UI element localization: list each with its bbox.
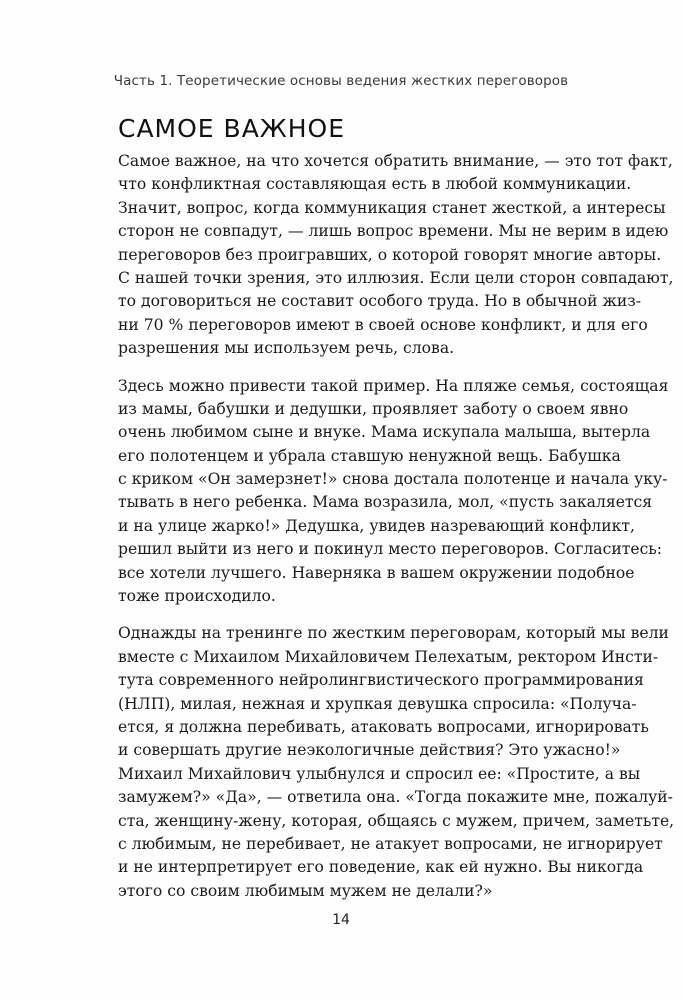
text-line: ется, я должна перебивать, атаковать вопросами, игнорировать <box>118 717 649 736</box>
text-line: Здесь можно привести такой пример. На пляже семья, состоящая <box>118 376 669 395</box>
text-line: решил выйти из него и покинул место переговоров. Согласитесь: <box>118 540 663 559</box>
text-line: сторон не совпадут, — лишь вопрос времени. Мы не верим в идею <box>118 222 669 241</box>
text-line: с криком «Он замерзнет!» снова достала полотенце и начала уку- <box>118 470 668 489</box>
body-text <box>118 150 675 917</box>
text-line: и не интерпретирует его поведение, как ей нужно. Вы никогда <box>118 858 644 877</box>
paragraph <box>118 622 675 903</box>
running-head: Часть 1. Теоретические основы ведения жестких переговоров <box>113 73 569 89</box>
text-line: его полотенцем и убрала ставшую ненужной вещь. Бабушка <box>118 446 621 465</box>
text-line: с любимым, не перебивает, не атакует вопросами, не игнорирует <box>118 834 663 853</box>
text-line: Значит, вопрос, когда коммуникация станет жесткой, а интересы <box>118 198 666 217</box>
text-line: переговоров без проигравших, о которой говорят многие авторы. <box>118 245 662 264</box>
text-line: (НЛП), милая, нежная и хрупкая девушка спросила: «Получа- <box>118 694 637 713</box>
text-line: Самое важное, на что хочется обратить внимание, — это тот факт, <box>118 152 673 170</box>
text-line: замужем?» «Да», — ответила она. «Тогда покажите мне, пожалуй- <box>118 788 673 807</box>
text-line: из мамы, бабушки и дедушки, проявляет заботу о своем явно <box>118 399 629 418</box>
page-number: 14 <box>332 912 350 928</box>
text-line: очень любимом сыне и внуке. Мама искупала малыша, вытерла <box>118 423 651 442</box>
text-line: Михаил Михайлович улыбнулся и спросил ее: «Простите, а вы <box>118 764 641 783</box>
text-line: то договориться не составит особого труда. Но в обычной жиз- <box>118 292 642 311</box>
section-title: САМОЕ ВАЖНОЕ <box>118 114 346 143</box>
text-line: ни 70 % переговоров имеют в своей основе конфликт, и для его <box>118 315 648 334</box>
text-line: все хотели лучшего. Наверняка в вашем окружении подобное <box>118 563 635 582</box>
text-line: этого со своим любимым мужем не делали?» <box>118 881 493 900</box>
text-line: С нашей точки зрения, это иллюзия. Если цели сторон совпадают, <box>118 268 674 287</box>
text-line: что конфликтная составляющая есть в любой коммуникации. <box>118 175 632 194</box>
text-line: тута современного нейролингвистического программирования <box>118 671 644 690</box>
text-line: Однажды на тренинге по жестким переговорам, который мы вели <box>118 624 669 643</box>
text-line: разрешения мы используем речь, слова. <box>118 339 455 358</box>
text-line: и на улице жарко!» Дедушка, увидев назревающий конфликт, <box>118 516 635 535</box>
text-line: и совершать другие неэкологичные действия? Это ужасно!» <box>118 741 621 760</box>
text-line: вместе с Михаилом Михайловичем Пелехатым, ректором Инсти- <box>118 647 659 666</box>
text-line: ста, женщину-жену, которая, общаясь с мужем, причем, заметьте, <box>118 811 675 830</box>
paragraph <box>118 375 669 609</box>
text-line: тывать в него ребенка. Мама возразила, мол, «пусть закаляется <box>118 493 653 512</box>
paragraph <box>118 150 674 361</box>
text-line: тоже происходило. <box>118 587 276 606</box>
